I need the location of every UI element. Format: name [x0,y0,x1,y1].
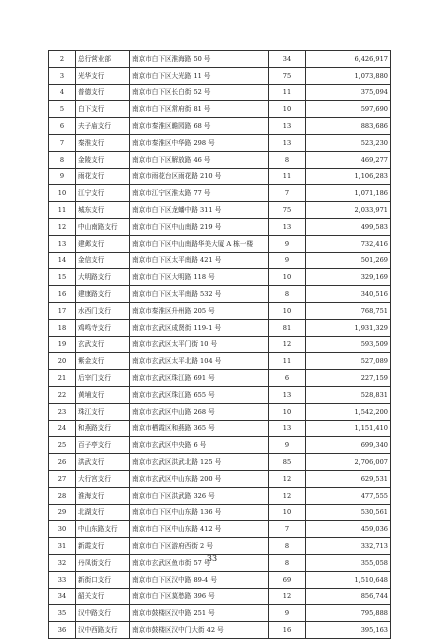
amount-value: 856,744 [306,588,391,605]
branch-name: 光华支行 [76,67,130,84]
row-index: 17 [49,302,76,319]
row-index: 8 [49,151,76,168]
branch-name: 中山东路支行 [76,521,130,538]
row-index: 18 [49,319,76,336]
row-index: 15 [49,269,76,286]
amount-value: 795,888 [306,605,391,622]
amount-value: 1,151,410 [306,420,391,437]
branch-name: 汉中西路支行 [76,622,130,639]
branch-name: 淮海支行 [76,487,130,504]
staff-count: 10 [269,269,306,286]
branch-name: 紫金支行 [76,353,130,370]
table-row [49,437,391,454]
branch-name: 洪武支行 [76,454,130,471]
row-index: 24 [49,420,76,437]
amount-value: 597,690 [306,101,391,118]
amount-value: 340,516 [306,286,391,303]
amount-value: 332,713 [306,538,391,555]
branch-address: 南京市玄武区洪武北路 125 号 [130,454,269,471]
row-index: 5 [49,101,76,118]
amount-value: 883,686 [306,118,391,135]
amount-value: 1,106,283 [306,168,391,185]
staff-count: 13 [269,420,306,437]
branch-address: 南京市雨花台区雨花路 210 号 [130,168,269,185]
branch-name: 玄武支行 [76,336,130,353]
branch-name: 秦淮支行 [76,134,130,151]
staff-count: 10 [269,504,306,521]
row-index: 31 [49,538,76,555]
page-number: 33 [206,554,218,563]
staff-count: 69 [269,571,306,588]
staff-count: 75 [269,67,306,84]
amount-value: 2,033,971 [306,202,391,219]
branch-name: 城东支行 [76,202,130,219]
branch-address: 南京市秦淮区中华路 298 号 [130,134,269,151]
table-row [49,134,391,151]
row-index: 32 [49,554,76,571]
table-row [49,386,391,403]
branch-name: 中山南路支行 [76,218,130,235]
row-index: 34 [49,588,76,605]
staff-count: 12 [269,487,306,504]
staff-count: 9 [269,252,306,269]
branch-address: 南京市白下区解放路 46 号 [130,151,269,168]
staff-count: 85 [269,454,306,471]
table-row [49,470,391,487]
amount-value: 732,416 [306,235,391,252]
amount-value: 768,751 [306,302,391,319]
staff-count: 12 [269,336,306,353]
row-index: 6 [49,118,76,135]
row-index: 14 [49,252,76,269]
branch-name: 汉中路支行 [76,605,130,622]
branch-name: 建邺支行 [76,235,130,252]
branch-address: 南京市白下区汉中路 89-4 号 [130,571,269,588]
staff-count: 11 [269,168,306,185]
table-row [49,185,391,202]
amount-value: 1,542,200 [306,403,391,420]
branch-name: 大明路支行 [76,269,130,286]
staff-count: 8 [269,554,306,571]
branch-name: 建康路支行 [76,286,130,303]
staff-count: 7 [269,521,306,538]
table-row [49,370,391,387]
table-row [49,487,391,504]
branch-address: 南京市玄武区中央路 6 号 [130,437,269,454]
branch-name: 后宰门支行 [76,370,130,387]
branch-name: 江宁支行 [76,185,130,202]
row-index: 19 [49,336,76,353]
branch-name: 黄埔支行 [76,386,130,403]
table-row [49,353,391,370]
row-index: 36 [49,622,76,639]
amount-value: 375,094 [306,84,391,101]
branch-address: 南京市秦淮区瞻园路 68 号 [130,118,269,135]
branch-address: 南京市白下区常府街 81 号 [130,101,269,118]
table-row [49,588,391,605]
row-index: 9 [49,168,76,185]
staff-count: 10 [269,403,306,420]
row-index: 35 [49,605,76,622]
amount-value: 1,931,329 [306,319,391,336]
amount-value: 477,555 [306,487,391,504]
branch-address: 南京市白下区太平南路 421 号 [130,252,269,269]
table-row [49,336,391,353]
amount-value: 2,706,007 [306,454,391,471]
branch-name: 珠江支行 [76,403,130,420]
table-row [49,521,391,538]
branch-name: 白下支行 [76,101,130,118]
staff-count: 9 [269,235,306,252]
branch-name: 金信支行 [76,252,130,269]
branch-address: 南京市白下区中山东路 412 号 [130,521,269,538]
staff-count: 13 [269,218,306,235]
amount-value: 1,073,880 [306,67,391,84]
branch-name: 北湖支行 [76,504,130,521]
amount-value: 469,277 [306,151,391,168]
table-row [49,67,391,84]
amount-value: 699,340 [306,437,391,454]
amount-value: 355,058 [306,554,391,571]
table-row [49,319,391,336]
branch-name: 普德支行 [76,84,130,101]
amount-value: 523,230 [306,134,391,151]
staff-count: 13 [269,386,306,403]
table-row [49,403,391,420]
staff-count: 10 [269,302,306,319]
branch-address: 南京市鼓楼区汉中路 251 号 [130,605,269,622]
table-row [49,202,391,219]
table-row [49,51,391,68]
branch-address: 南京市白下区中山南路 219 号 [130,218,269,235]
branch-address: 南京市白下区洪武路 326 号 [130,487,269,504]
table-row [49,218,391,235]
branch-name: 金陵支行 [76,151,130,168]
staff-count: 12 [269,470,306,487]
branch-address: 南京市鼓楼区汉中门大街 42 号 [130,622,269,639]
row-index: 21 [49,370,76,387]
branch-name: 雨花支行 [76,168,130,185]
table-row [49,302,391,319]
branch-address: 南京市白下区中山南路华美大厦 A 栋一楼 [130,235,269,252]
table-row [49,118,391,135]
branch-name: 韶关支行 [76,588,130,605]
branch-name: 鸡鸣寺支行 [76,319,130,336]
amount-value: 6,426,917 [306,51,391,68]
table-row [49,269,391,286]
table-row [49,622,391,639]
branch-address: 南京市江宁区淮太路 77 号 [130,185,269,202]
staff-count: 34 [269,51,306,68]
branch-name: 水西门支行 [76,302,130,319]
branch-table-body [49,51,391,639]
row-index: 26 [49,454,76,471]
row-index: 27 [49,470,76,487]
table-row [49,252,391,269]
branch-address: 南京市玄武区珠江路 691 号 [130,370,269,387]
row-index: 20 [49,353,76,370]
staff-count: 9 [269,605,306,622]
amount-value: 459,036 [306,521,391,538]
table-row [49,168,391,185]
branch-name: 总行营业部 [76,51,130,68]
staff-count: 75 [269,202,306,219]
branch-address: 南京市玄武区太平北路 104 号 [130,353,269,370]
row-index: 25 [49,437,76,454]
staff-count: 16 [269,622,306,639]
amount-value: 395,163 [306,622,391,639]
row-index: 7 [49,134,76,151]
table-row [49,101,391,118]
branch-name: 丹凤街支行 [76,554,130,571]
branch-name: 新霞支行 [76,538,130,555]
table-row [49,605,391,622]
row-index: 10 [49,185,76,202]
amount-value: 629,531 [306,470,391,487]
branch-address: 南京市玄武区太平门街 10 号 [130,336,269,353]
table-row [49,151,391,168]
row-index: 16 [49,286,76,303]
branch-name: 百子亭支行 [76,437,130,454]
branch-address: 南京市玄武区成贤街 119-1 号 [130,319,269,336]
amount-value: 528,831 [306,386,391,403]
row-index: 33 [49,571,76,588]
branch-address: 南京市玄武区中山东路 200 号 [130,470,269,487]
branch-address: 南京市白下区游府西街 2 号 [130,538,269,555]
branch-address: 南京市白下区大明路 118 号 [130,269,269,286]
branch-address: 南京市白下区长白街 52 号 [130,84,269,101]
row-index: 3 [49,67,76,84]
branch-name: 夫子庙支行 [76,118,130,135]
staff-count: 13 [269,118,306,135]
row-index: 11 [49,202,76,219]
row-index: 13 [49,235,76,252]
branch-address: 南京市白下区龙蟠中路 311 号 [130,202,269,219]
amount-value: 227,159 [306,370,391,387]
staff-count: 10 [269,101,306,118]
staff-count: 12 [269,588,306,605]
branch-address: 南京市白下区淮海路 50 号 [130,51,269,68]
branch-table [48,50,391,639]
amount-value: 593,509 [306,336,391,353]
table-row [49,538,391,555]
amount-value: 530,561 [306,504,391,521]
row-index: 30 [49,521,76,538]
branch-address: 南京市秦淮区升州路 205 号 [130,302,269,319]
branch-address: 南京市白下区中山东路 136 号 [130,504,269,521]
table-row [49,454,391,471]
amount-value: 329,169 [306,269,391,286]
branch-address: 南京市白下区太平南路 532 号 [130,286,269,303]
staff-count: 7 [269,185,306,202]
table-row [49,571,391,588]
branch-address: 南京市白下区大光路 11 号 [130,67,269,84]
amount-value: 501,269 [306,252,391,269]
branch-address: 南京市玄武区鱼市街 57 号 [130,554,269,571]
branch-address: 南京市栖霞区和燕路 365 号 [130,420,269,437]
amount-value: 527,089 [306,353,391,370]
staff-count: 8 [269,151,306,168]
amount-value: 1,510,648 [306,571,391,588]
table-row [49,286,391,303]
staff-count: 11 [269,353,306,370]
branch-address: 南京市白下区莫愁路 396 号 [130,588,269,605]
table-row [49,84,391,101]
row-index: 29 [49,504,76,521]
row-index: 12 [49,218,76,235]
row-index: 23 [49,403,76,420]
staff-count: 6 [269,370,306,387]
branch-name: 新街口支行 [76,571,130,588]
staff-count: 11 [269,84,306,101]
row-index: 4 [49,84,76,101]
amount-value: 499,583 [306,218,391,235]
staff-count: 9 [269,437,306,454]
branch-address: 南京市玄武区中山路 268 号 [130,403,269,420]
row-index: 28 [49,487,76,504]
table-row [49,235,391,252]
branch-address: 南京市玄武区珠江路 655 号 [130,386,269,403]
staff-count: 81 [269,319,306,336]
table-row [49,420,391,437]
amount-value: 1,071,186 [306,185,391,202]
staff-count: 8 [269,286,306,303]
branch-name: 大行宫支行 [76,470,130,487]
row-index: 2 [49,51,76,68]
branch-name: 和燕路支行 [76,420,130,437]
table-row [49,504,391,521]
row-index: 22 [49,386,76,403]
staff-count: 8 [269,538,306,555]
staff-count: 13 [269,134,306,151]
